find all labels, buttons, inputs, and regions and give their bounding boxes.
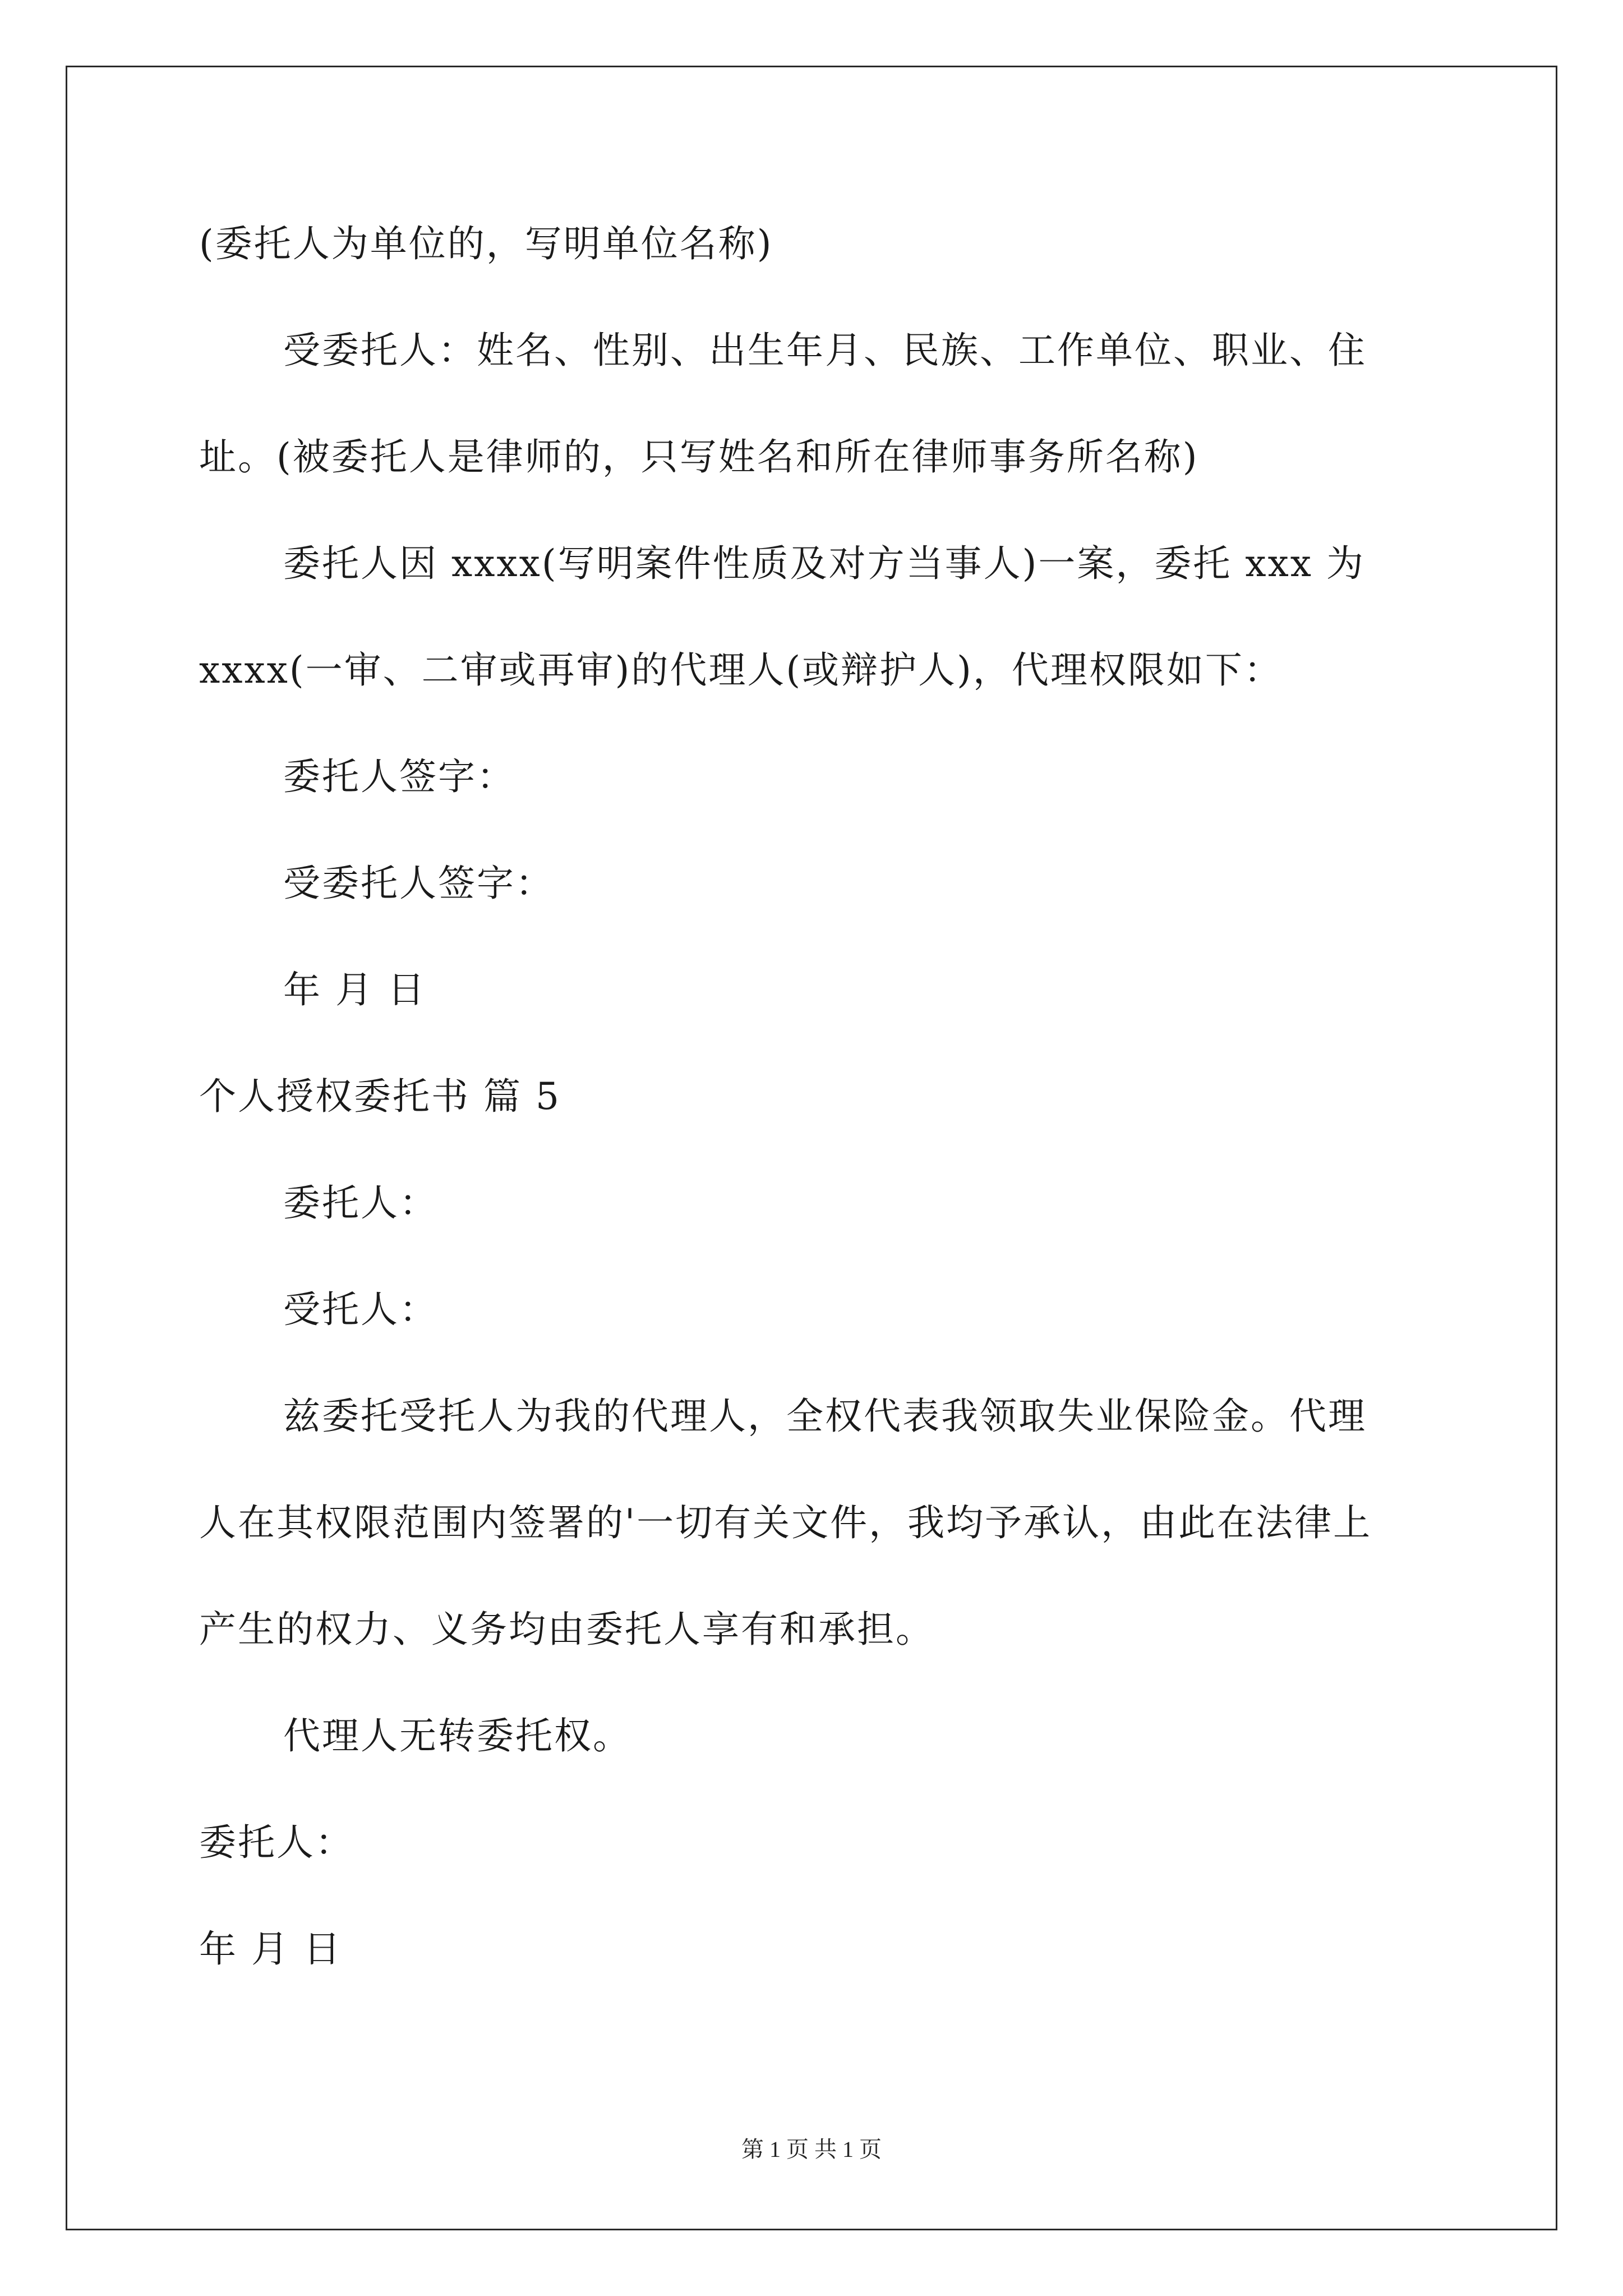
text-line: 人在其权限范围内签署的'一切有关文件，我均予承认，由此在法律上 [199,1501,1372,1544]
text-line: 委托人： [199,1821,354,1864]
text-line: 受托人： [283,1288,438,1331]
text-line: 受委托人：姓名、性别、出生年月、民族、工作单位、职业、住 [283,329,1367,372]
section-heading: 个人授权委托书 篇 5 [199,1075,561,1118]
text-line: 代理人无转委托权。 [283,1714,631,1757]
text-line: (委托人为单位的，写明单位名称) [199,222,773,265]
date-line: 年 月 日 [283,968,426,1011]
text-line: 兹委托受托人为我的代理人，全权代表我领取失业保险金。代理 [283,1395,1367,1438]
text-line: 址。(被委托人是律师的，只写姓名和所在律师事务所名称) [199,435,1199,478]
text-line: 受委托人签字： [283,862,554,905]
text-line: 产生的权力、义务均由委托人享有和承担。 [199,1608,934,1651]
page-footer: 第 1 页 共 1 页 [741,2137,882,2162]
text-line: 委托人因 xxxx(写明案件性质及对方当事人)一案，委托 xxx 为 [283,542,1365,585]
text-line: xxxx(一审、二审或再审)的代理人(或辩护人)，代理权限如下： [199,648,1283,692]
text-line: 委托人： [283,1181,438,1225]
page-border [66,66,1557,2230]
date-line: 年 月 日 [199,1927,342,1971]
text-line: 委托人签字： [283,755,515,798]
